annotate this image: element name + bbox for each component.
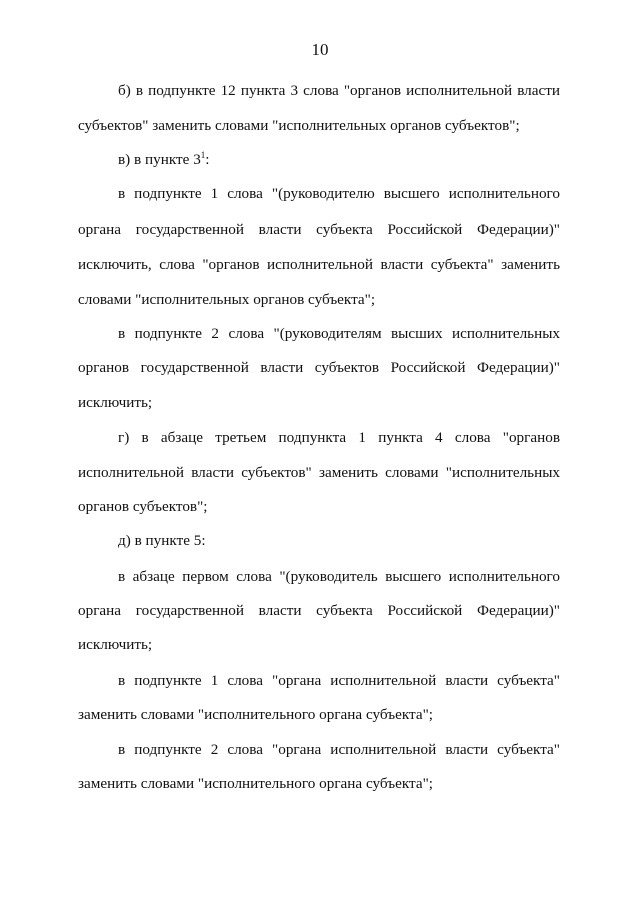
text-line-main: в) в пункте 3 xyxy=(118,151,201,168)
text-line: исполнительной власти субъектов" заменить словами "исполнительных xyxy=(78,464,560,481)
text-line: заменить словами "исполнительного органа субъекта"; xyxy=(78,775,433,792)
text-line: заменить словами "исполнительного органа субъекта"; xyxy=(78,706,433,723)
text-line: в подпункте 2 слова "органа исполнительной власти субъекта" xyxy=(118,741,560,758)
text-line: г) в абзаце третьем подпункта 1 пункта 4 слова "органов xyxy=(118,429,560,446)
text-line: в подпункте 1 слова "органа исполнительной власти субъекта" xyxy=(118,672,560,689)
text-line: исключить; xyxy=(78,394,153,411)
text-line: в подпункте 2 слова "(руководителям высших исполнительных xyxy=(118,325,560,342)
text-line: исключить, слова "органов исполнительной власти субъекта" заменить xyxy=(78,256,560,273)
text-line xyxy=(118,149,560,171)
text-line: б) в подпункте 12 пункта 3 слова "органов исполнительной власти xyxy=(118,82,560,99)
text-line: субъектов" заменить словами "исполнительных органов субъектов"; xyxy=(78,117,520,134)
page-number: 10 xyxy=(311,40,329,59)
colon: : xyxy=(205,151,210,168)
text-line: в подпункте 1 слова "(руководителю высшего исполнительного xyxy=(118,185,560,202)
text-line: словами "исполнительных органов субъекта"; xyxy=(78,291,376,308)
text-line: органа государственной власти субъекта Российской Федерации)" xyxy=(78,602,560,619)
text-line: исключить; xyxy=(78,636,153,653)
superscript: 1 xyxy=(200,149,206,160)
text-line: органов государственной власти субъектов Российской Федерации)" xyxy=(78,359,560,376)
text-line: органов субъектов"; xyxy=(78,498,208,515)
text-line: д) в пункте 5: xyxy=(118,532,206,549)
text-line: в абзаце первом слова "(руководитель высшего исполнительного xyxy=(118,568,560,585)
text-line: органа государственной власти субъекта Российской Федерации)" xyxy=(78,221,560,238)
